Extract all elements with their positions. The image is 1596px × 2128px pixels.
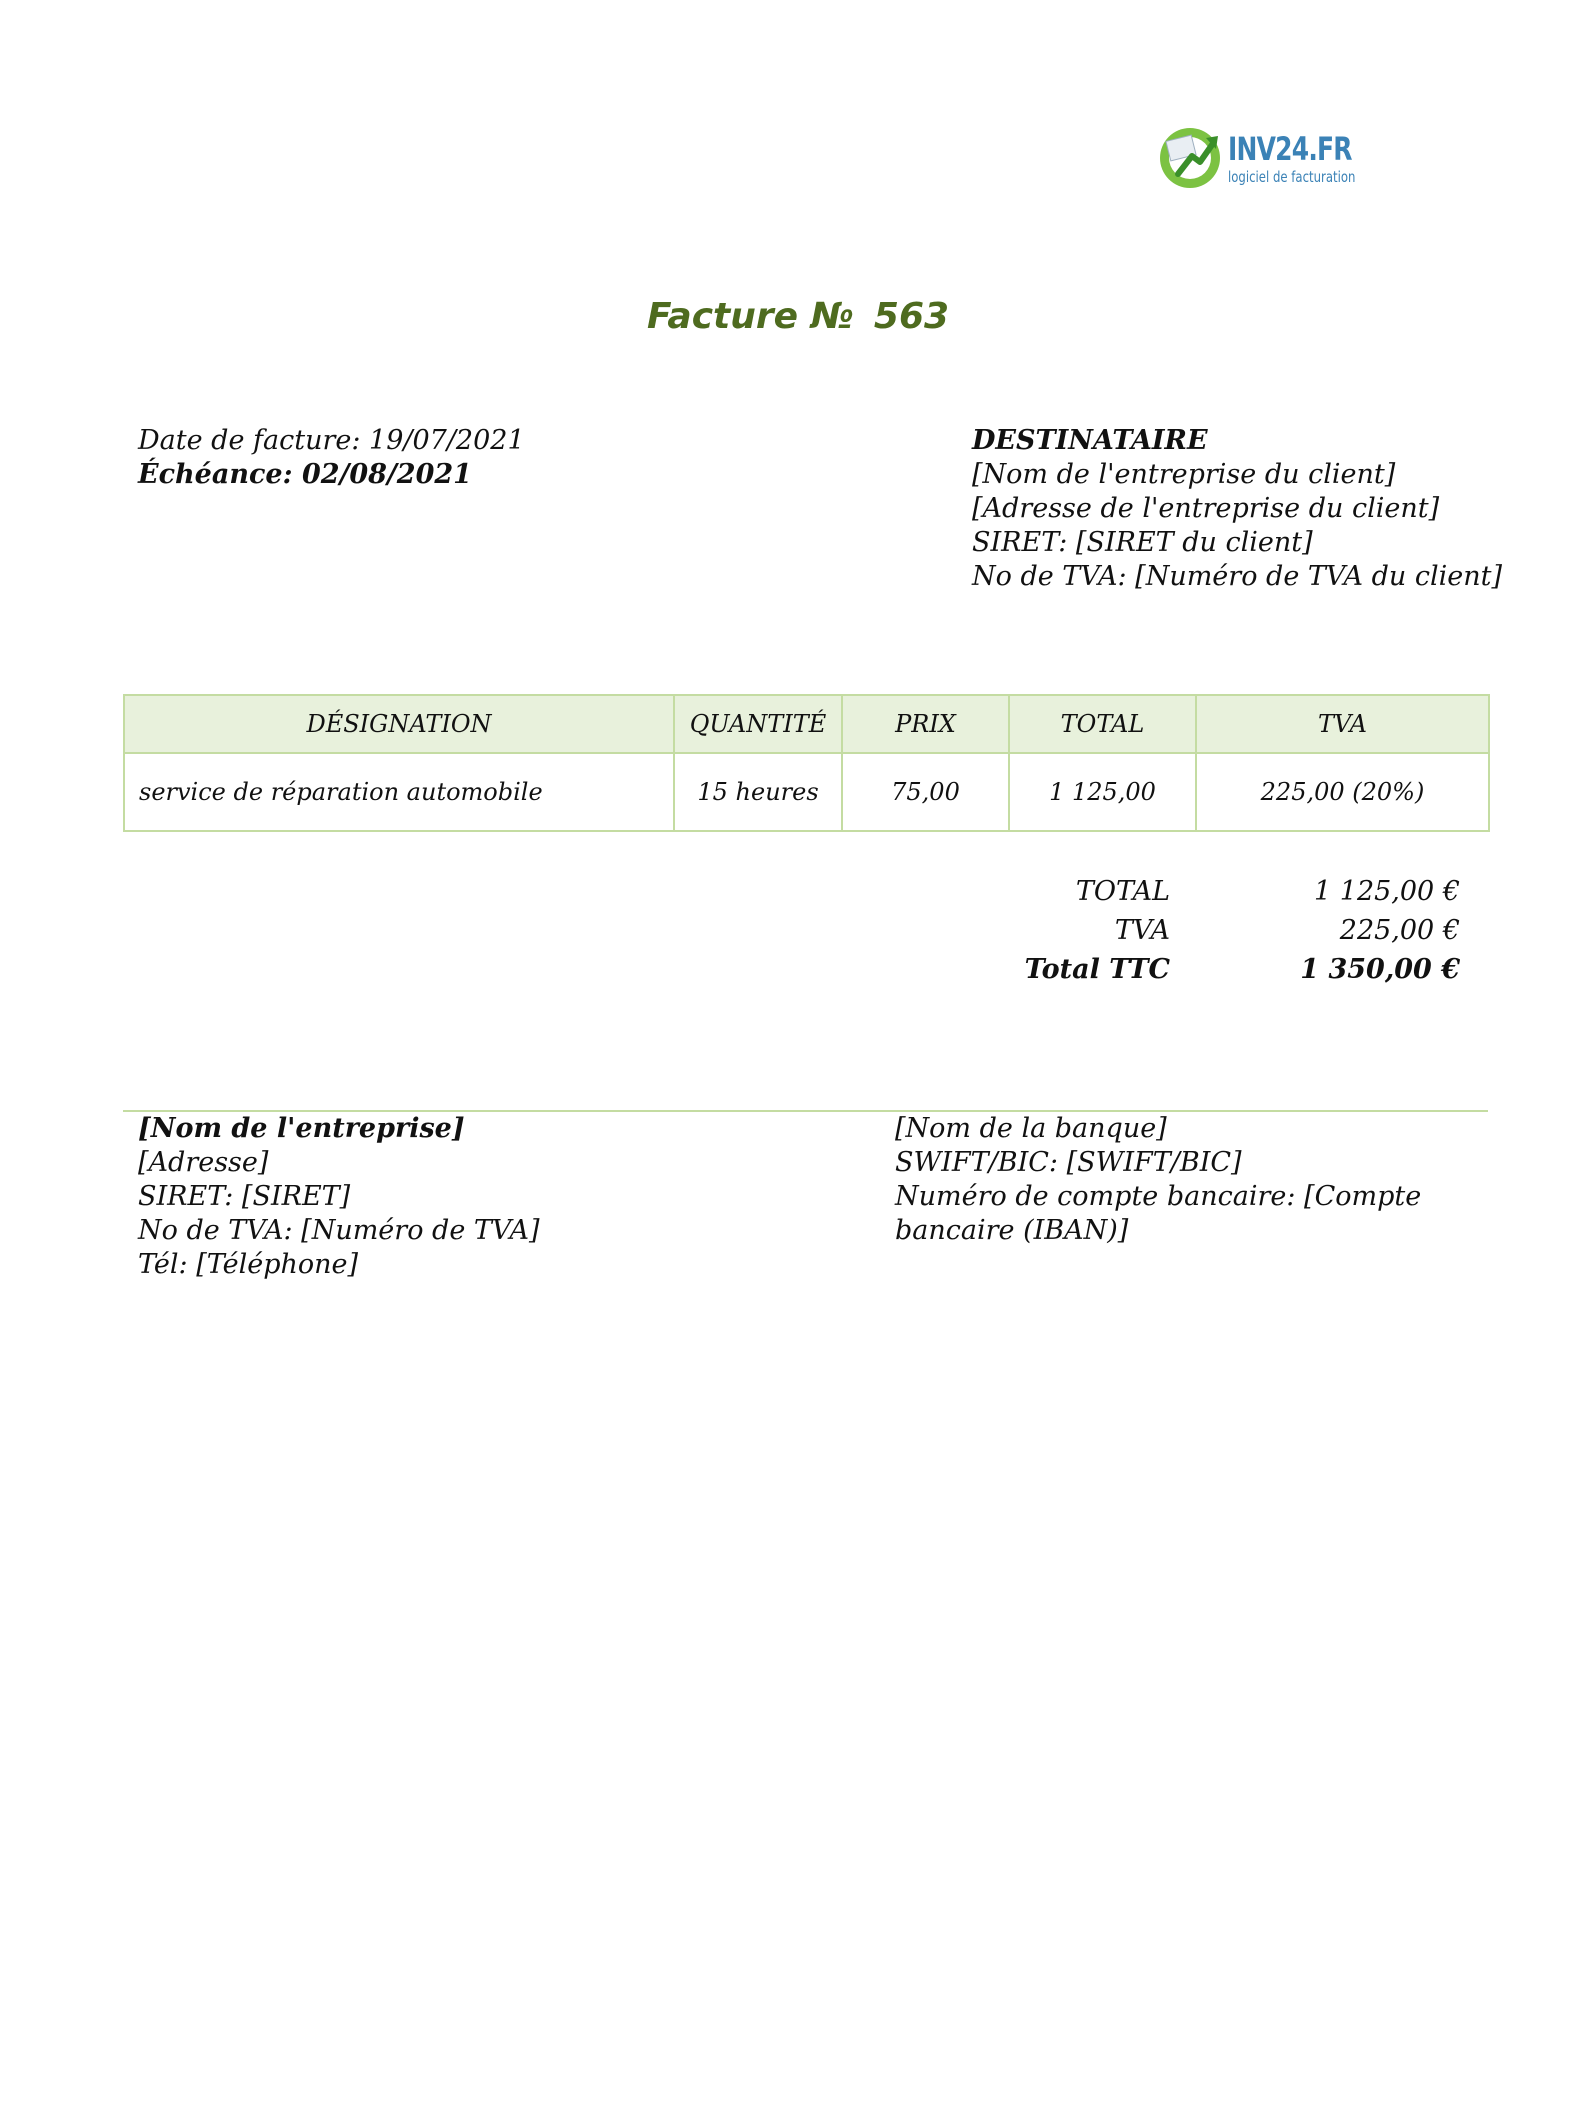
column-header-vat: TVA: [1196, 695, 1489, 753]
company-siret: SIRET: [SIRET]: [138, 1181, 351, 1212]
bank-swift: SWIFT/BIC: [SWIFT/BIC]: [895, 1147, 1242, 1178]
invoice-title-prefix: Facture №: [646, 296, 854, 337]
tva-value: 225,00 €: [1339, 915, 1460, 946]
totals-row-total: [960, 872, 1460, 911]
company-name: [Nom de l'entreprise]: [138, 1113, 465, 1144]
invoice-title: [0, 296, 1596, 337]
cell-designation: service de réparation automobile: [124, 753, 674, 831]
totals-block: [960, 872, 1460, 989]
company-address: [Adresse]: [138, 1147, 269, 1178]
items-table: [123, 694, 1490, 832]
table-row: [124, 753, 1489, 831]
company-vat: No de TVA: [Numéro de TVA]: [138, 1215, 540, 1246]
recipient-address: [Adresse de l'entreprise du client]: [972, 493, 1440, 524]
table-header-row: [124, 695, 1489, 753]
column-header-quantity: QUANTITÉ: [674, 695, 842, 753]
recipient-heading: DESTINATAIRE: [972, 425, 1208, 456]
recipient-vat: No de TVA: [Numéro de TVA du client]: [972, 561, 1503, 592]
company-info: [138, 1112, 540, 1282]
cell-quantity: 15 heures: [674, 753, 842, 831]
invoice-date: Date de facture: 19/07/2021: [138, 425, 525, 456]
column-header-price: PRIX: [842, 695, 1009, 753]
cell-price: 75,00: [842, 753, 1009, 831]
logo-brand-text: INV24.FR: [1228, 130, 1352, 168]
column-header-total: TOTAL: [1009, 695, 1196, 753]
logo-tagline: logiciel de facturation: [1228, 168, 1356, 186]
cell-total: 1 125,00: [1009, 753, 1196, 831]
brand-logo: [1156, 122, 1356, 192]
due-date: Échéance: 02/08/2021: [138, 459, 472, 490]
ttc-value: 1 350,00 €: [1300, 954, 1460, 985]
ttc-label: Total TTC: [1024, 954, 1170, 985]
invoice-dates: [138, 424, 525, 492]
recipient-siret: SIRET: [SIRET du client]: [972, 527, 1313, 558]
logo-icon: [1156, 122, 1226, 192]
recipient-block: [972, 424, 1502, 594]
recipient-name: [Nom de l'entreprise du client]: [972, 459, 1396, 490]
company-phone: Tél: [Téléphone]: [138, 1249, 359, 1280]
bank-account: Numéro de compte bancaire: [Compte bancaire (IBAN)]: [895, 1181, 1422, 1246]
totals-row-tva: [960, 911, 1460, 950]
bank-name: [Nom de la banque]: [895, 1113, 1167, 1144]
cell-vat: 225,00 (20%): [1196, 753, 1489, 831]
bank-info: [895, 1112, 1485, 1248]
total-value: 1 125,00 €: [1314, 876, 1460, 907]
column-header-designation: DÉSIGNATION: [124, 695, 674, 753]
invoice-number: 563: [873, 296, 950, 337]
total-label: TOTAL: [1075, 876, 1170, 907]
totals-row-ttc: [960, 950, 1460, 989]
tva-label: TVA: [1114, 915, 1170, 946]
